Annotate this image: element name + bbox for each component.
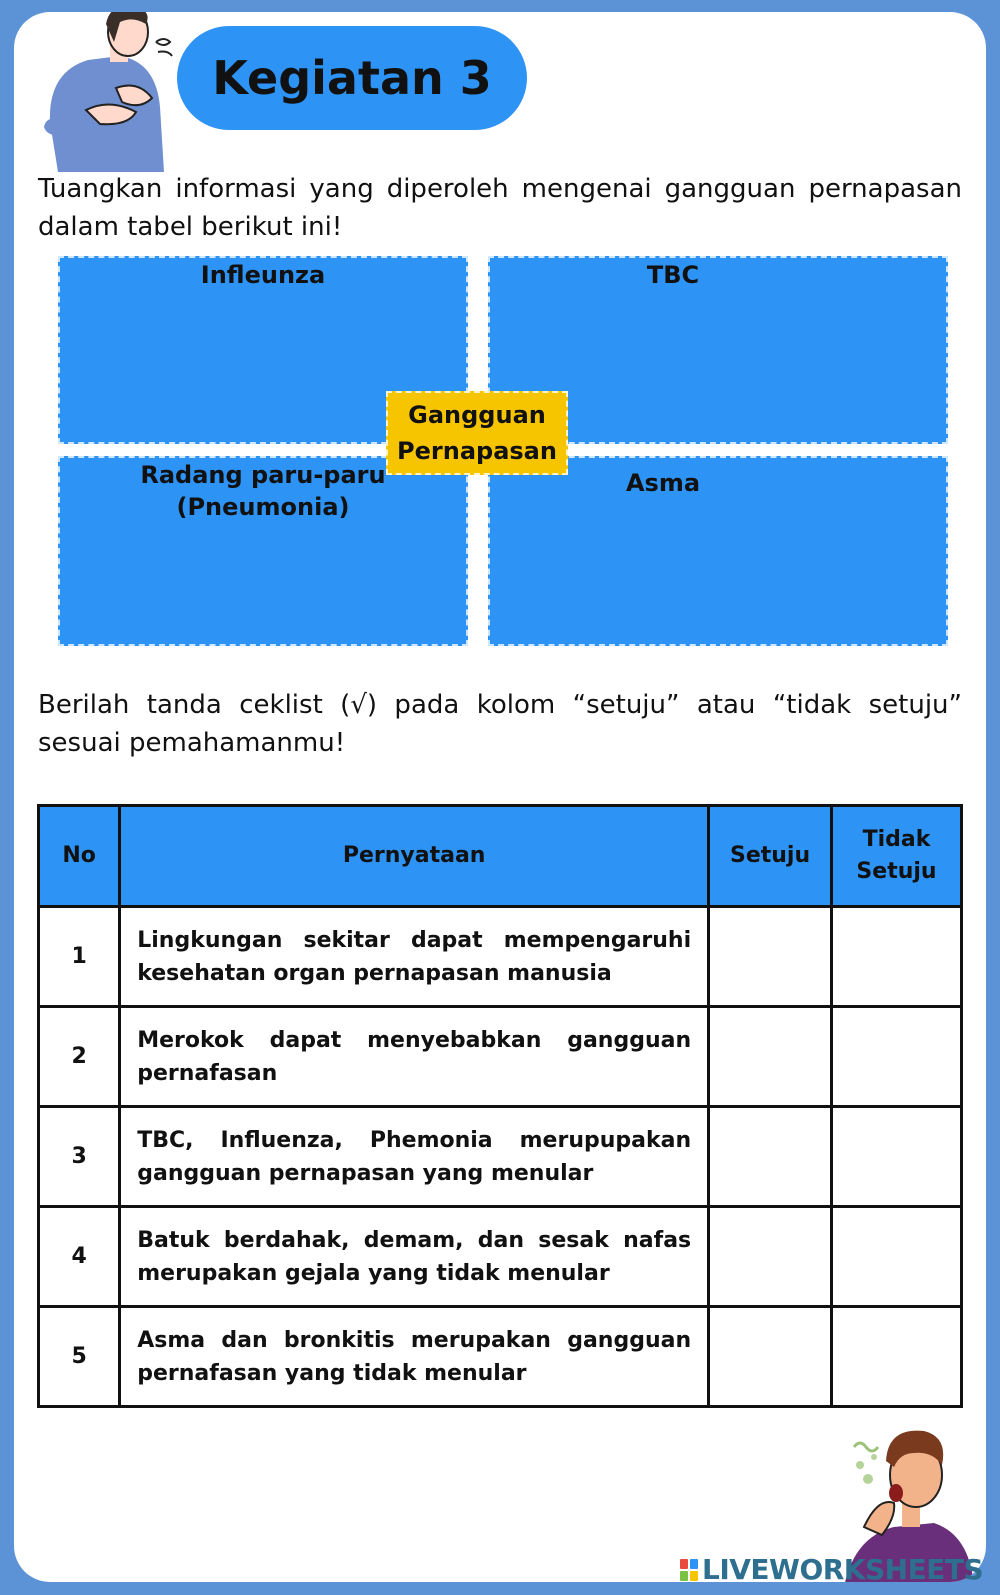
disagree-cell[interactable] [832,1107,962,1207]
table-row [39,1107,962,1207]
brand-text: LIVEWORKSHEETS [702,1553,984,1586]
row-number: 3 [39,1107,120,1207]
table-row [39,1307,962,1407]
header-disagree-line1: Tidak [862,827,931,852]
header-disagree [832,806,962,907]
diagram-center-label [386,391,568,475]
center-label-line2: Pernapasan [397,437,557,465]
instruction-checklist: Berilah tanda ceklist (√) pada kolom “setuju” atau “tidak setuju” sesuai pemahamanmu! [38,690,962,758]
header-no: No [39,806,120,907]
row-statement: Lingkungan sekitar dapat mempengaruhi kesehatan organ pernapasan manusia [120,907,709,1007]
agree-cell[interactable] [709,1207,832,1307]
instruction-fill-table: Tuangkan informasi yang diperoleh mengenai gangguan pernapasan dalam tabel berikut ini! [38,174,962,242]
disagree-cell[interactable] [832,907,962,1007]
row-statement: Batuk berdahak, demam, dan sesak nafas merupakan gejala yang tidak menular [120,1207,709,1307]
header-agree: Setuju [709,806,832,907]
liveworksheets-logo-icon [680,1559,698,1581]
row-statement: Asma dan bronkitis merupakan gangguan pernafasan yang tidak menular [120,1307,709,1407]
diagram-label-tbc: TBC [646,261,700,289]
disagree-cell[interactable] [832,1207,962,1307]
agree-cell[interactable] [709,1107,832,1207]
row-statement: TBC, Influenza, Phemonia merupupakan gangguan pernapasan yang menular [120,1107,709,1207]
row-statement: Merokok dapat menyebabkan gangguan pernafasan [120,1007,709,1107]
row-number: 4 [39,1207,120,1307]
row-number: 5 [39,1307,120,1407]
disagree-cell[interactable] [832,1007,962,1107]
table-row [39,1007,962,1107]
disagree-cell[interactable] [832,1307,962,1407]
man-chest-illustration [28,12,188,172]
agree-cell[interactable] [709,1007,832,1107]
header-statement: Pernyataan [120,806,709,907]
header-disagree-line2: Setuju [856,859,937,884]
agree-cell[interactable] [709,1307,832,1407]
center-label-line1: Gangguan [408,401,546,429]
liveworksheets-brand [680,1553,983,1586]
table-row [39,907,962,1007]
row-number: 2 [39,1007,120,1107]
activity-title: Kegiatan 3 [177,26,527,130]
diagram-label-pneumonia-line2: (Pneumonia) [176,493,350,521]
diagram-label-asma: Asma [625,469,701,497]
diagram-label-influenza: Infleunza [200,261,326,289]
diagram-label-pneumonia-line1: Radang paru-paru [140,461,386,489]
diagram-box-asma[interactable] [488,456,948,646]
table-row [39,1207,962,1307]
worksheet-page [14,12,986,1582]
row-number: 1 [39,907,120,1007]
statement-table [37,804,963,1408]
table-header-row [39,806,962,907]
agree-cell[interactable] [709,907,832,1007]
